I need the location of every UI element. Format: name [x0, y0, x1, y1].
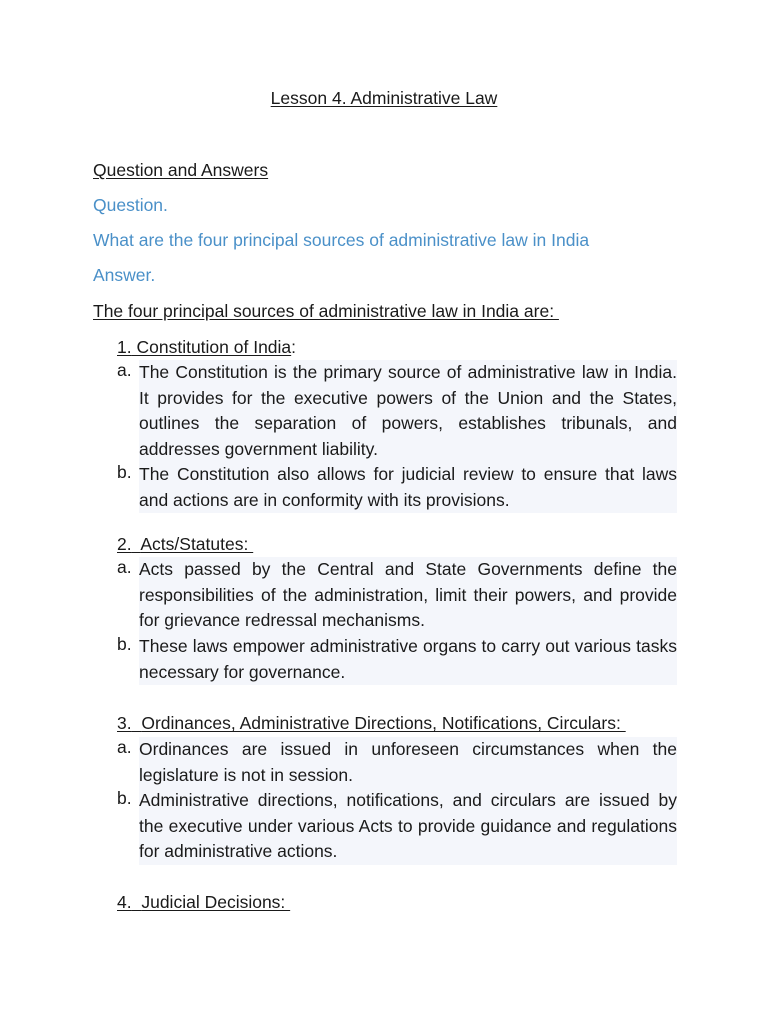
list-item-text: Ordinances are issued in unforeseen circumstances when the legislature is not in session.: [139, 737, 677, 788]
section-2-item-b: [117, 634, 677, 685]
document-title: Lesson 4. Administrative Law: [270, 88, 498, 108]
list-marker: b.: [117, 788, 132, 808]
question-label: Question.: [93, 195, 168, 215]
list-item-text: These laws empower administrative organs to carry out various tasks necessary for governance.: [139, 634, 677, 685]
section-heading-1: 1. Constitution of India:: [117, 337, 297, 357]
list-marker: b.: [117, 634, 132, 654]
list-marker: a.: [117, 557, 132, 577]
list-item-text: Acts passed by the Central and State Governments define the responsibilities of the administration, limit their powers, and provide for grievance redressal mechanisms.: [139, 557, 677, 634]
section-1-item-a: [117, 360, 677, 462]
answer-label: Answer.: [93, 265, 156, 285]
qa-heading: Question and Answers: [93, 160, 269, 180]
section-3-item-a: [117, 737, 677, 788]
list-item-text: Administrative directions, notifications, and circulars are issued by the executive under various Acts to provide guidance and regulations for administrative actions.: [139, 788, 677, 865]
list-marker: b.: [117, 462, 132, 482]
section-heading-3: 3. Ordinances, Administrative Directions, Notifications, Circulars:: [117, 713, 626, 733]
section-heading-2: 2. Acts/Statutes:: [117, 534, 254, 554]
answer-intro: The four principal sources of administrative law in India are:: [93, 301, 559, 321]
list-item-text: The Constitution is the primary source of administrative law in India. It provides for the executive powers of the Union and the States, outlines the separation of powers, establishes tribunals, and addresses government liability.: [139, 360, 677, 462]
section-heading-4: 4. Judicial Decisions:: [117, 892, 291, 912]
list-item-text: The Constitution also allows for judicial review to ensure that laws and actions are in conformity with its provisions.: [139, 462, 677, 513]
section-3-item-b: [117, 788, 677, 865]
question-text: What are the four principal sources of administrative law in India: [93, 230, 590, 250]
section-1-item-b: [117, 462, 677, 513]
list-marker: a.: [117, 737, 132, 757]
section-2-item-a: [117, 557, 677, 634]
list-marker: a.: [117, 360, 132, 380]
